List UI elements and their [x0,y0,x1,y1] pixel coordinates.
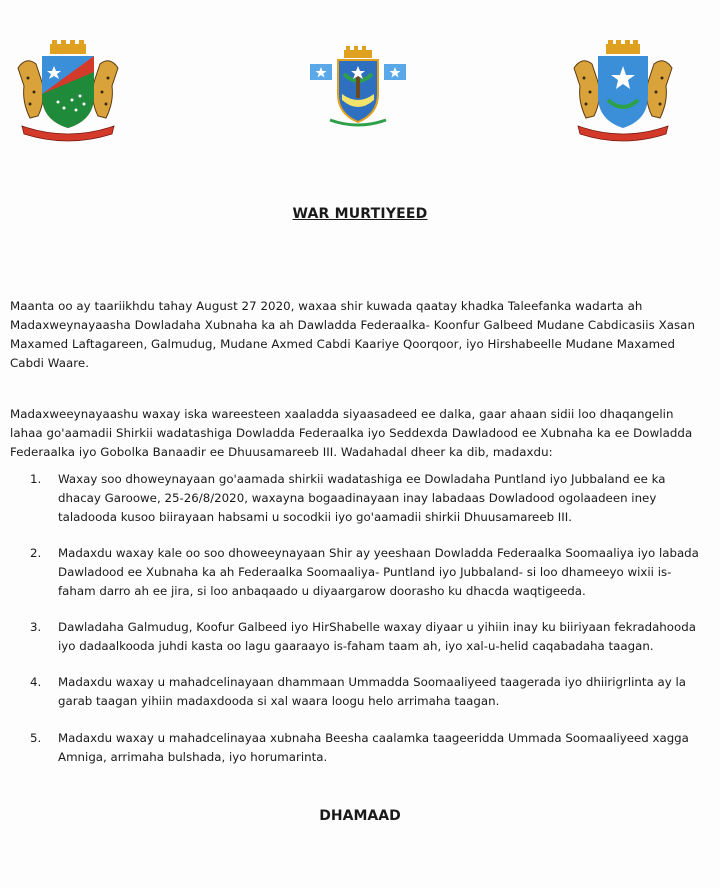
coat-of-arms-left-emblem [12,38,124,146]
list-item-text: Madaxdu waxay u mahadcelinayaan dhammaan Ummadda Soomaaliyeed taagerada iyo dhiirigrlinta ay la garab taagan yihiin madaxdooda si xal waara loogu helo arrimaha taagan. [58,675,686,708]
list-item-number: 1. [30,472,42,486]
discussion-paragraph: Madaxweeynayaashu waxay iska wareesteen xaaladda siyaasadeed ee dalka, gaar ahaan sidii loo dhaqangelin lahaa go'aamadii Shirkii wadatashiga Dowladda Federaalka iyo Seddexda Dawladood ee Xubnaha ka ee Dowladda Federaalka iyo Gobolka Banaadir ee Dhuusamareeb III. Wadahadal dheer ka dib, madaxdu: [10,407,693,459]
coat-of-arms-center-emblem [308,44,408,128]
document-title: WAR MURTIYEED [292,206,428,222]
list-item-text: Waxay soo dhoweynayaan go'aamada shirkii wadatashiga ee Dowladaha Puntland iyo Jubbaland ee ka dhacay Garoowe, 25-26/8/2020, waxayna bogaadinayaan inay labadaas Dowladood ogolaadeen iney taladooda kusoo biirayaan habsami u socodkii iyo go'aamadii shirkii Dhuusamareeb III. [58,472,666,524]
list-item-text: Dawladaha Galmudug, Koofur Galbeed iyo HirShabelle waxay diyaar u yihiin inay ku biiriyaan fekradahooda iyo dadaalkooda juhdi kasta oo lagu gaaraayo is-faham taam ah, iyo xal-u-helid caqabadaha taagan. [58,620,696,653]
list-item-text: Madaxdu waxay kale oo soo dhoweeynayaan Shir ay yeeshaan Dowladda Federaalka Soomaaliya iyo labada Dawladood ee Xubnaha ka ah Federaalka Soomaaliya- Puntland iyo Jubbaland- si loo dhameeyo wixii is-faham darro ah ee jira, si loo anbaqaado u diyaargarow doorasho ku dhacda waqtigeeda. [58,546,699,598]
closing-word: DHAMAAD [319,808,401,824]
list-item-number: 2. [30,546,42,560]
list-item-text: Madaxdu waxay u mahadcelinayaa xubnaha Beesha caalamka taageeridda Ummada Soomaaliyeed xagga Amniga, arrimaha bulshada, iyo horumarinta. [58,731,689,764]
intro-paragraph: Maanta oo ay taariikhdu tahay August 27 2020, waxaa shir kuwada qaatay khadka Taleefanka wadarta ah Madaxweynayaasha Dowladaha Xubnaha ka ah Dawladda Federaalka- Koonfur Galbeed Mudane Cabdicasiis Xasan Maxamed Laftagareen, Galmudug, Mudane Axmed Cabdi Kaariye Qoorqoor, iyo Hirshabeelle Mudane Maxamed Cabdi Waare. [10,299,695,370]
coat-of-arms-right-emblem [568,38,678,146]
list-item-number: 4. [30,675,42,689]
list-item-number: 3. [30,620,42,634]
list-item-number: 5. [30,731,42,745]
